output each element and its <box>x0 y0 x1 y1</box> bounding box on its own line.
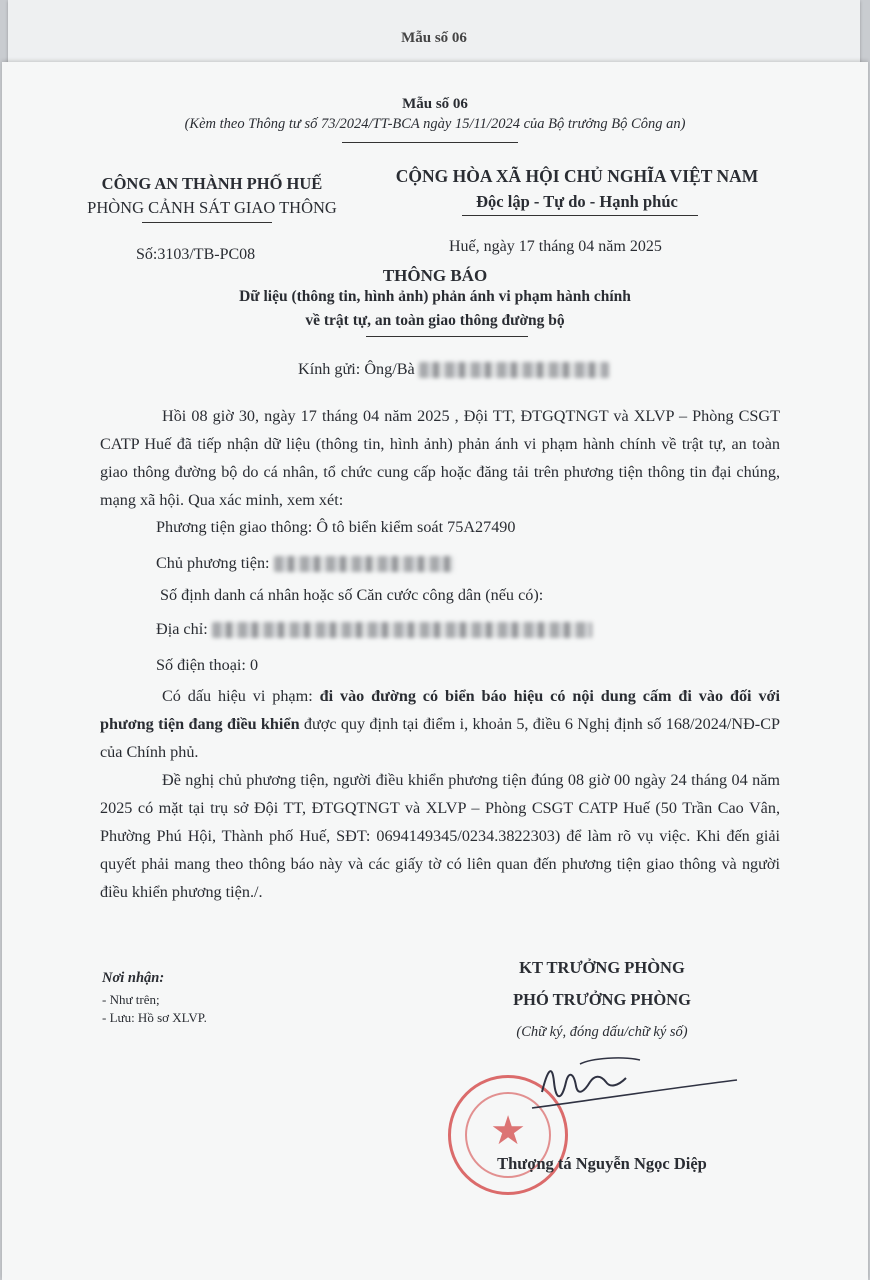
back-form-number: Mẫu số 06 <box>401 30 467 46</box>
notice-title: THÔNG BÁO <box>382 266 488 285</box>
motto-underline <box>462 215 698 216</box>
header-divider <box>342 142 518 143</box>
agency-name: CÔNG AN THÀNH PHỐ HUẾ <box>101 174 323 193</box>
country-name: CỘNG HÒA XÃ HỘI CHỦ NGHĨA VIỆT NAM <box>395 166 759 186</box>
address-label: Địa chỉ: <box>156 620 208 638</box>
redacted-recipient-name <box>419 362 609 378</box>
redacted-owner-name <box>274 556 454 572</box>
recipients-label: Nơi nhận: <box>102 970 165 986</box>
notice-subtitle-line-1: Dữ liệu (thông tin, hình ảnh) phản ánh vi phạm hành chính <box>239 288 631 305</box>
owner-field <box>156 554 454 573</box>
department-name: PHÒNG CẢNH SÁT GIAO THÔNG <box>87 198 337 217</box>
request-paragraph: Đề nghị chủ phương tiện, người điều khiển phương tiện đúng 08 giờ 00 ngày 24 tháng 04 năm 2025 có mặt tại trụ sở Đội TT, ĐTGQTNGT và XLVP – Phòng CSGT CATP Huế (50 Trần Cao Vân, Phường Phú Hội, Thành phố Huế, SĐT: 0694149345/0234.3822303) để làm rõ vụ việc. Khi đến giải quyết phải mang theo thông báo này và các giấy tờ có liên quan đến phương tiện giao thông và người điều khiển phương tiện./. <box>100 771 780 901</box>
signature-note: (Chữ ký, đóng dấu/chữ ký số) <box>516 1024 688 1040</box>
handwritten-signature <box>522 1052 742 1122</box>
signer-role-2: PHÓ TRƯỞNG PHÒNG <box>513 990 691 1009</box>
violation-paragraph <box>100 682 780 766</box>
violation-description: đi vào đường có biển báo hiệu có nội dung cấm đi vào đối với phương tiện đang điều khiển <box>100 687 780 733</box>
attached-circular: (Kèm theo Thông tư số 73/2024/TT-BCA ngày 15/11/2024 của Bộ trưởng Bộ Công an) <box>184 116 686 132</box>
recipients-item-2: - Lưu: Hồ sơ XLVP. <box>102 1010 207 1025</box>
address-field <box>156 620 592 639</box>
document-number: Số:3103/TB-PC08 <box>136 246 256 263</box>
recipient-label: Kính gửi: Ông/Bà <box>298 360 415 378</box>
agency-underline <box>142 222 272 223</box>
violation-prefix: Có dấu hiệu vi phạm: <box>162 687 320 705</box>
redacted-address <box>212 622 592 638</box>
place-date: Huế, ngày 17 tháng 04 năm 2025 <box>449 238 662 255</box>
vehicle-field: Phương tiện giao thông: Ô tô biển kiểm soát 75A27490 <box>156 518 516 536</box>
phone-field: Số điện thoại: 0 <box>156 656 259 674</box>
form-number: Mẫu số 06 <box>402 96 468 112</box>
id-field: Số định danh cá nhân hoặc số Căn cước công dân (nếu có): <box>160 586 544 604</box>
document-page <box>2 62 868 1280</box>
recipient-line <box>298 360 609 379</box>
owner-label: Chủ phương tiện: <box>156 554 270 572</box>
seal-star-icon: ★ <box>490 1108 526 1154</box>
notice-subtitle-line-2: về trật tự, an toàn giao thông đường bộ <box>305 312 565 329</box>
intro-paragraph: Hồi 08 giờ 30, ngày 17 tháng 04 năm 2025 , Đội TT, ĐTGQTNGT và XLVP – Phòng CSGT CATP Huế đã tiếp nhận dữ liệu (thông tin, hình ảnh) phản ánh vi phạm hành chính về trật tự, an toàn giao thông đường bộ do cá nhân, tổ chức cung cấp hoặc đăng tải trên phương tiện thông tin đại chúng, mạng xã hội. Qua xác minh, xem xét: <box>100 407 780 509</box>
signer-role-1: KT TRƯỞNG PHÒNG <box>519 958 685 977</box>
signer-name: Thượng tá Nguyễn Ngọc Diệp <box>497 1154 707 1173</box>
national-motto: Độc lập - Tự do - Hạnh phúc <box>476 192 678 211</box>
violation-legal-basis: được quy định tại điểm i, khoản 5, điều 6 Nghị định số 168/2024/NĐ-CP của Chính phủ. <box>100 715 780 761</box>
subtitle-underline <box>366 336 528 337</box>
recipients-item-1: - Như trên; <box>102 992 160 1007</box>
